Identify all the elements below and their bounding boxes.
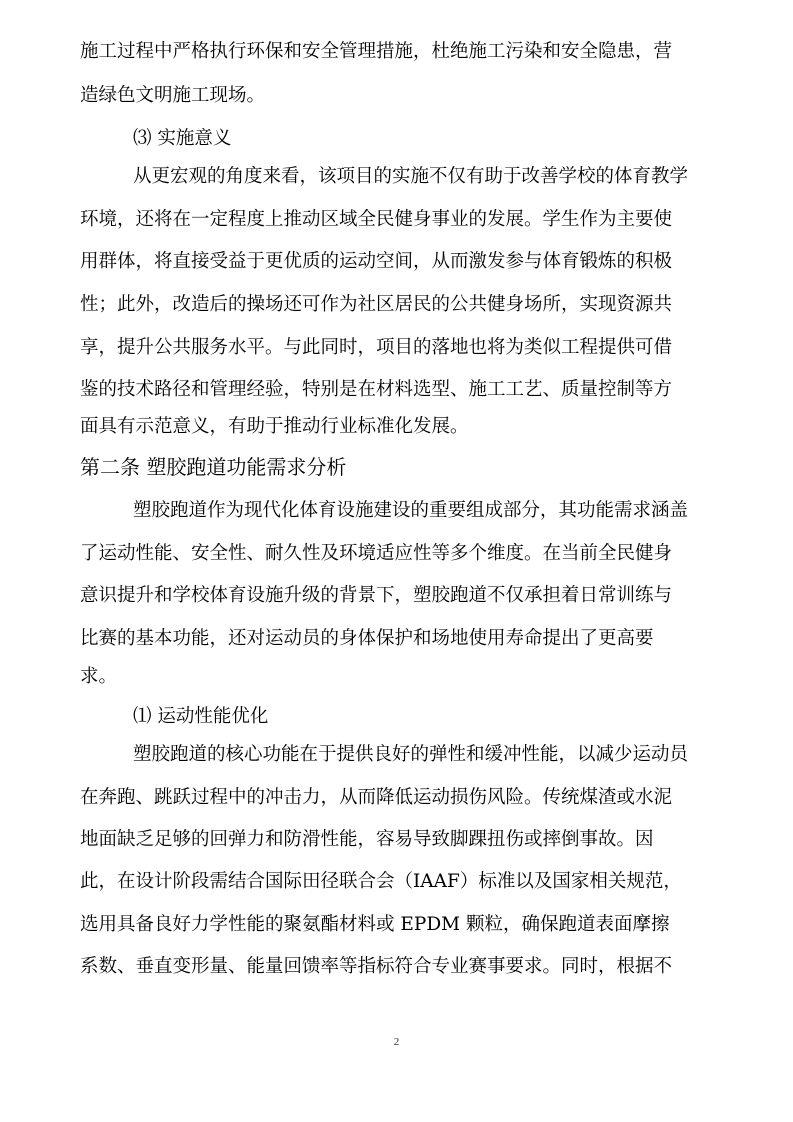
section-heading: 第二条 塑胶跑道功能需求分析 <box>80 455 347 479</box>
body-line: 此，在设计阶段需结合国际田径联合会（IAAF）标准以及国家相关规范， <box>80 871 682 892</box>
body-line: 选用具备良好力学性能的聚氨酯材料或 EPDM 颗粒，确保跑道表面摩擦 <box>80 914 670 935</box>
body-line: 享，提升公共服务水平。与此同时，项目的落地也将为类似工程提供可借 <box>80 337 673 358</box>
body-line: 了运动性能、安全性、耐久性及环境适应性等多个维度。在当前全民健身 <box>80 543 673 564</box>
page-number: 2 <box>393 1036 400 1048</box>
body-line: 造绿色文明施工现场。 <box>80 85 266 106</box>
body-line: 环境，还将在一定程度上推动区域全民健身事业的发展。学生作为主要使 <box>80 209 673 230</box>
body-line: 比赛的基本功能，还对运动员的身体保护和场地使用寿命提出了更高要 <box>80 628 654 649</box>
body-line: 从更宏观的角度来看，该项目的实施不仅有助于改善学校的体育教学 <box>133 166 689 187</box>
body-line: 施工过程中严格执行环保和安全管理措施，杜绝施工污染和安全隐患，营 <box>80 41 673 62</box>
body-line: 性；此外，改造后的操场还可作为社区居民的公共健身场所，实现资源共 <box>80 294 673 315</box>
body-line: 塑胶跑道的核心功能在于提供良好的弹性和缓冲性能，以减少运动员 <box>133 744 689 765</box>
body-line: 鉴的技术路径和管理经验，特别是在材料选型、施工工艺、质量控制等方 <box>80 379 673 400</box>
body-line: 面具有示范意义，有助于推动行业标准化发展。 <box>80 416 469 437</box>
body-line: 在奔跑、跳跃过程中的冲击力，从而降低运动损伤风险。传统煤渣或水泥 <box>80 787 673 808</box>
body-line: 地面缺乏足够的回弹力和防滑性能，容易导致脚踝扭伤或摔倒事故。因 <box>80 829 654 850</box>
section-label: ⑴ 运动性能优化 <box>133 706 269 727</box>
section-label: ⑶ 实施意义 <box>133 128 232 149</box>
body-line: 用群体，将直接受益于更优质的运动空间，从而激发参与体育锻炼的积极 <box>80 251 673 272</box>
body-line: 意识提升和学校体育设施升级的背景下，塑胶跑道不仅承担着日常训练与 <box>80 585 673 606</box>
body-line: 求。 <box>80 666 118 687</box>
body-line: 系数、垂直变形量、能量回馈率等指标符合专业赛事要求。同时，根据不 <box>80 956 673 977</box>
body-line: 塑胶跑道作为现代化体育设施建设的重要组成部分，其功能需求涵盖 <box>133 500 689 521</box>
